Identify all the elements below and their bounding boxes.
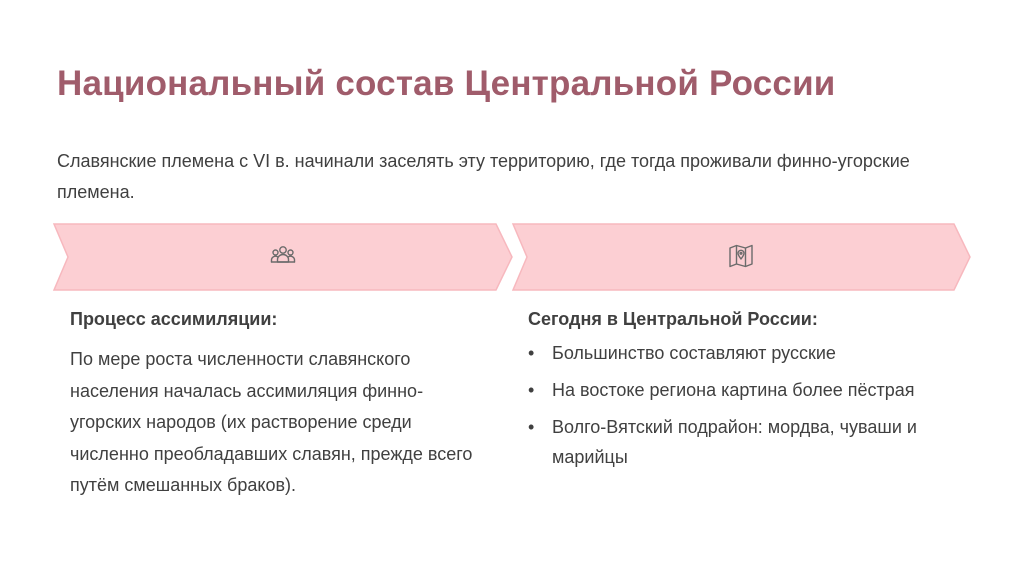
bullet-icon: • (528, 417, 535, 437)
bullet-icon: • (528, 380, 535, 400)
list-item-text: Волго-Вятский подрайон: мордва, чуваши и марийцы (552, 417, 917, 467)
intro-text: Славянские племена с VI в. начинали заселять эту территорию, где тогда проживали финно-угорские племена. (57, 151, 910, 202)
list-item-text: Большинство составляют русские (552, 343, 836, 363)
list-item-text: На востоке региона картина более пёстрая (552, 380, 915, 400)
slide-title: Национальный состав Центральной России (57, 64, 836, 103)
bullet-icon: • (528, 343, 535, 363)
today-heading: Сегодня в Центральной России: (528, 309, 818, 329)
list-item (528, 375, 968, 405)
list-item (528, 412, 968, 472)
people-group-icon (269, 242, 297, 270)
assimilation-text: По мере роста численности славянского населения началась ассимиляция финно-угорских народов (их растворение среди численно преобладавших славян, прежде всего путём смешанных браков). (70, 349, 473, 495)
today-list (528, 338, 968, 472)
map-pin-icon (727, 242, 755, 270)
assimilation-heading: Процесс ассимиляции: (70, 309, 278, 329)
today-column (528, 300, 968, 479)
assimilation-column (70, 300, 480, 502)
process-chevrons (0, 222, 1024, 292)
list-item (528, 338, 968, 368)
